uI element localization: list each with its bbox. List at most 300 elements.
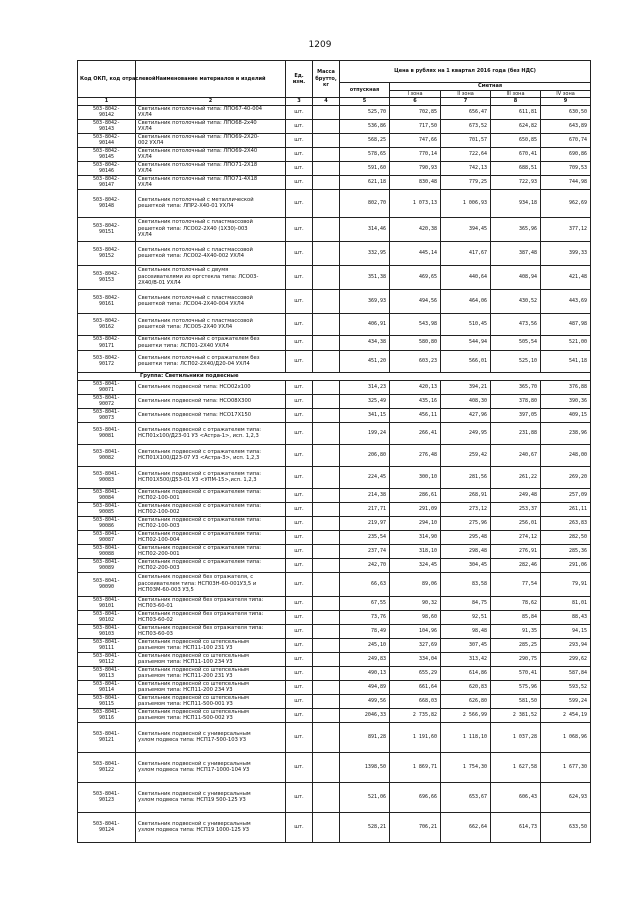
item-mass: [313, 313, 340, 335]
column-number: 2: [136, 98, 286, 106]
table-row: [78, 752, 591, 782]
item-code: [78, 350, 136, 372]
item-name-line: НСП01х100/Д23-01 У3 <Астра-1>, исп. 1,2,3: [138, 433, 259, 439]
price-release: 406,91: [340, 313, 390, 335]
item-name-line: Светильник потолочный типа: ЛПО69-2Х40: [138, 147, 258, 154]
item-name: [136, 544, 286, 558]
price-zone-1: 1 073,13: [390, 189, 441, 217]
column-number: 1: [78, 98, 136, 106]
item-name-line: Светильник подвесной типа: НСО17Х150: [138, 411, 252, 418]
item-mass: [313, 335, 340, 350]
item-code-line: 90171: [98, 342, 115, 349]
price-release: 235,54: [340, 530, 390, 544]
price-release: 217,71: [340, 502, 390, 516]
price-zone-3: 650,85: [491, 133, 541, 147]
header-name: Наименование материалов и изделий: [136, 61, 286, 98]
price-zone-4: 521,00: [541, 335, 591, 350]
item-code-line: 90071: [98, 387, 115, 393]
header-zone-3: III зона: [491, 90, 541, 98]
price-zone-4: 291,06: [541, 558, 591, 572]
price-zone-2: 273,12: [441, 502, 491, 516]
item-code-line: 503-8041-: [92, 408, 121, 415]
table-row: [78, 147, 591, 161]
item-name: [136, 466, 286, 488]
item-code-line: 503-8041-: [92, 530, 121, 537]
item-code-line: 503-8041-: [92, 596, 121, 603]
item-name-line: Светильник подвесной с универсальным: [138, 790, 251, 797]
price-zone-1: 543,98: [390, 313, 441, 335]
item-code: [78, 708, 136, 722]
price-release: 332,95: [340, 241, 390, 265]
price-zone-1: 291,09: [390, 502, 441, 516]
price-release: 499,56: [340, 694, 390, 708]
item-code-line: 503-8042-: [92, 196, 121, 203]
price-zone-2: 464,06: [441, 289, 491, 313]
item-unit: шт.: [286, 558, 313, 572]
item-name-line: узлом подвеса типа: НСП19 1000-125 У3: [138, 827, 250, 833]
item-code: [78, 558, 136, 572]
item-unit: шт.: [286, 488, 313, 502]
price-zone-3: 261,22: [491, 466, 541, 488]
item-mass: [313, 265, 340, 289]
item-code-line: 503-8042-: [92, 294, 121, 301]
table-row: [78, 394, 591, 408]
item-unit: шт.: [286, 394, 313, 408]
item-code-line: 503-8041-: [92, 558, 121, 565]
price-zone-1: 790,93: [390, 161, 441, 175]
item-unit: шт.: [286, 408, 313, 422]
price-release: 891,28: [340, 722, 390, 752]
item-unit: шт.: [286, 105, 313, 119]
item-mass: [313, 812, 340, 842]
item-name-line: Светильник подвесной с универсальным: [138, 760, 251, 767]
item-code-line: 90121: [98, 737, 115, 743]
item-name: [136, 408, 286, 422]
item-code-line: 503-8042-: [92, 222, 121, 229]
price-zone-2: 566,01: [441, 350, 491, 372]
price-release: 67,55: [340, 596, 390, 610]
item-name-line: Светильник подвесной без отражателя типа:: [138, 624, 264, 631]
header-unit: Ед. изм.: [286, 61, 313, 98]
price-zone-4: 263,83: [541, 516, 591, 530]
column-numbers-row: [78, 98, 591, 106]
item-code: [78, 265, 136, 289]
item-name: [136, 313, 286, 335]
price-zone-3: 365,70: [491, 380, 541, 394]
price-zone-1: 318,10: [390, 544, 441, 558]
price-zone-2: 662,64: [441, 812, 491, 842]
price-zone-3: 240,67: [491, 444, 541, 466]
price-release: 66,63: [340, 572, 390, 596]
price-zone-3: 2 381,52: [491, 708, 541, 722]
item-name-line: Светильник потолочный типа: ЛПО67-40-004: [138, 105, 263, 112]
item-code-line: 90088: [98, 551, 115, 557]
item-unit: шт.: [286, 289, 313, 313]
table-row: [78, 289, 591, 313]
item-name: [136, 147, 286, 161]
item-mass: [313, 105, 340, 119]
item-code: [78, 572, 136, 596]
item-unit: шт.: [286, 544, 313, 558]
item-code: [78, 241, 136, 265]
item-name-line: Светильник потолочный типа: ЛПО71-2Х18: [138, 161, 258, 168]
price-zone-3: 387,48: [491, 241, 541, 265]
item-name-line: решетки типа: ЛСП01-2Х40 УХЛ4: [138, 342, 229, 349]
item-name: [136, 694, 286, 708]
item-code: [78, 119, 136, 133]
item-code: [78, 812, 136, 842]
table-row: [78, 652, 591, 666]
column-number: 5: [340, 98, 390, 106]
item-name-line: УХЛ4: [138, 232, 152, 239]
item-name-line: Светильник подвесной со штепсельным: [138, 666, 249, 673]
item-name-line: решеткой типа: ЛПР2-Х40-01 УХЛ4: [138, 203, 234, 209]
item-name-line: НСП01Х500/Д53-01 У3 <УПМ-15>,исп. 1,2,3: [138, 477, 257, 483]
table-row: [78, 265, 591, 289]
item-name-line: Светильник потолочный с двумя: [138, 267, 229, 274]
item-unit: шт.: [286, 572, 313, 596]
item-unit: шт.: [286, 380, 313, 394]
item-mass: [313, 241, 340, 265]
price-zone-2: 83,58: [441, 572, 491, 596]
column-number: 7: [441, 98, 491, 106]
item-mass: [313, 530, 340, 544]
item-name-line: НСП02-100-002: [138, 509, 180, 515]
item-name-line: рассеивателем типа: НСП03Н-60-001У3,5 и: [138, 580, 257, 587]
price-zone-2: 440,64: [441, 265, 491, 289]
item-name: [136, 558, 286, 572]
price-zone-3: 473,56: [491, 313, 541, 335]
item-code-line: 503-8041-: [92, 666, 121, 673]
item-code: [78, 624, 136, 638]
price-zone-3: 408,94: [491, 265, 541, 289]
item-name-line: разъемом типа: НСП11-200 231 У3: [138, 673, 233, 679]
item-code-line: 90089: [98, 565, 115, 571]
price-zone-3: 688,51: [491, 161, 541, 175]
price-zone-3: 77,54: [491, 572, 541, 596]
table-row: [78, 408, 591, 422]
item-name-line: решеткой типа: ЛСО02-2Х40 (1Х30)-003: [138, 225, 248, 232]
item-unit: шт.: [286, 680, 313, 694]
price-zone-4: 587,84: [541, 666, 591, 680]
price-release: 369,93: [340, 289, 390, 313]
table-row: [78, 694, 591, 708]
price-zone-4: 593,52: [541, 680, 591, 694]
item-code: [78, 408, 136, 422]
item-code: [78, 175, 136, 189]
price-zone-1: 276,48: [390, 444, 441, 466]
price-zone-1: 420,38: [390, 217, 441, 241]
item-name: [136, 350, 286, 372]
price-zone-4: 962,69: [541, 189, 591, 217]
price-zone-2: 307,45: [441, 638, 491, 652]
item-unit: шт.: [286, 610, 313, 624]
item-code-line: 503-8041-: [92, 426, 121, 433]
item-name-line: Светильник подвесной с отражателем типа:: [138, 502, 262, 509]
item-name-line: Светильник потолочный с пластмассовой: [138, 294, 253, 301]
price-release: 237,74: [340, 544, 390, 558]
price-zone-3: 290,75: [491, 652, 541, 666]
price-release: 249,83: [340, 652, 390, 666]
table-row: [78, 610, 591, 624]
item-name: [136, 812, 286, 842]
price-zone-3: 606,43: [491, 782, 541, 812]
item-unit: шт.: [286, 752, 313, 782]
table-row: [78, 558, 591, 572]
item-mass: [313, 752, 340, 782]
price-release: 325,49: [340, 394, 390, 408]
price-zone-4: 285,36: [541, 544, 591, 558]
item-mass: [313, 350, 340, 372]
price-release: 314,46: [340, 217, 390, 241]
price-zone-2: 653,67: [441, 782, 491, 812]
item-code-line: 90087: [98, 537, 115, 543]
price-zone-3: 722,93: [491, 175, 541, 189]
item-code-line: 90112: [98, 659, 115, 665]
price-zone-4: 238,96: [541, 422, 591, 444]
item-unit: шт.: [286, 638, 313, 652]
price-release: 621,18: [340, 175, 390, 189]
table-row: [78, 422, 591, 444]
item-code: [78, 289, 136, 313]
price-zone-4: 248,00: [541, 444, 591, 466]
item-code-line: 90143: [98, 126, 115, 132]
table-row: [78, 466, 591, 488]
price-zone-2: 427,96: [441, 408, 491, 422]
item-code: [78, 161, 136, 175]
price-zone-2: 1 118,10: [441, 722, 491, 752]
price-release: 206,80: [340, 444, 390, 466]
item-code-line: 90147: [98, 182, 115, 188]
item-code: [78, 217, 136, 241]
item-name-line: НСП02-100-003: [138, 523, 180, 529]
price-zone-3: 282,46: [491, 558, 541, 572]
price-zone-3: 670,41: [491, 147, 541, 161]
item-name-line: НСП03М-60-003 У3,5: [138, 587, 194, 594]
item-name-line: решеткой типа: ЛСО02-4Х40-002 УХЛ4: [138, 253, 245, 259]
price-release: 78,49: [340, 624, 390, 638]
price-zone-1: 266,41: [390, 422, 441, 444]
item-name-line: НСП03-60-01: [138, 603, 173, 609]
table-row: [78, 624, 591, 638]
item-name-line: Светильник потолочный с отражателем без: [138, 336, 260, 342]
price-zone-4: 744,98: [541, 175, 591, 189]
item-code-line: 503-8041-: [92, 488, 121, 495]
item-code-line: 90145: [98, 154, 115, 160]
price-zone-3: 85,84: [491, 610, 541, 624]
price-zone-3: 934,18: [491, 189, 541, 217]
price-zone-4: 79,91: [541, 572, 591, 596]
item-code-line: 90084: [98, 495, 115, 501]
item-mass: [313, 488, 340, 502]
price-zone-2: 742,13: [441, 161, 491, 175]
price-zone-4: 624,93: [541, 782, 591, 812]
item-name-line: Светильник потолочный с пластмассовой: [138, 246, 253, 253]
price-zone-4: 390,36: [541, 394, 591, 408]
price-zone-2: 259,42: [441, 444, 491, 466]
item-unit: шт.: [286, 652, 313, 666]
item-code: [78, 694, 136, 708]
item-mass: [313, 189, 340, 217]
price-zone-2: 544,94: [441, 335, 491, 350]
price-zone-4: 690,86: [541, 147, 591, 161]
price-zone-2: 249,95: [441, 422, 491, 444]
group-row: [78, 372, 591, 380]
item-code: [78, 189, 136, 217]
item-code: [78, 680, 136, 694]
price-zone-1: 89,06: [390, 572, 441, 596]
table-row: [78, 335, 591, 350]
item-code-line: 503-8041-: [92, 790, 121, 797]
item-mass: [313, 558, 340, 572]
item-code: [78, 610, 136, 624]
item-code-line: 90083: [98, 477, 115, 483]
price-zone-1: 580,80: [390, 335, 441, 350]
item-code: [78, 782, 136, 812]
item-code-line: 90111: [98, 645, 115, 651]
price-zone-2: 281,56: [441, 466, 491, 488]
item-name-line: НСП03-60-03: [138, 631, 173, 637]
item-name-line: НСП03-60-02: [138, 617, 173, 623]
item-code-line: 90146: [98, 168, 115, 174]
price-zone-1: 286,61: [390, 488, 441, 502]
price-zone-3: 430,52: [491, 289, 541, 313]
price-zone-1: 696,66: [390, 782, 441, 812]
item-mass: [313, 217, 340, 241]
item-code-line: 503-8042-: [92, 270, 121, 277]
item-name: [136, 289, 286, 313]
header-zone-1: I зона: [390, 90, 441, 98]
header-price-title: Цена в рублях на 1 квартал 2016 года (без НДС): [340, 61, 591, 83]
item-name: [136, 119, 286, 133]
column-number: 3: [286, 98, 313, 106]
price-zone-2: 722,64: [441, 147, 491, 161]
item-name-line: Светильник потолочный с отражателем без: [138, 354, 260, 361]
item-code-line: 90115: [98, 701, 115, 707]
table-row: [78, 313, 591, 335]
item-name-line: 2Х40/В-01 УХЛ4: [138, 280, 181, 287]
item-name-line: решетки типа: ЛСП02-2Х40/Д20-04 УХЛ4: [138, 361, 250, 367]
item-name-line: решеткой типа: ЛСО04-2Х40-004 УХЛ4: [138, 301, 245, 307]
item-name-line: НСП02-200-003: [138, 565, 180, 571]
column-number: 4: [313, 98, 340, 106]
price-zone-4: 257,09: [541, 488, 591, 502]
item-code: [78, 530, 136, 544]
price-zone-1: 1 869,71: [390, 752, 441, 782]
item-name-line: НСП02-200-001: [138, 551, 180, 557]
item-code-line: 90073: [98, 415, 115, 421]
item-name-line: Светильник подвесной без отражателя, с: [138, 574, 254, 581]
price-zone-3: 624,82: [491, 119, 541, 133]
price-zone-1: 494,56: [390, 289, 441, 313]
item-mass: [313, 502, 340, 516]
price-zone-1: 90,32: [390, 596, 441, 610]
item-name-line: УХЛ4: [138, 168, 152, 174]
price-zone-3: 575,96: [491, 680, 541, 694]
item-code-line: 90085: [98, 509, 115, 515]
item-code-line: 503-8042-: [92, 161, 121, 168]
item-name-line: Светильник подвесной со штепсельным: [138, 680, 249, 687]
price-zone-3: 397,05: [491, 408, 541, 422]
price-zone-1: 445,14: [390, 241, 441, 265]
price-zone-2: 268,91: [441, 488, 491, 502]
price-zone-2: 1 754,30: [441, 752, 491, 782]
price-release: 2046,33: [340, 708, 390, 722]
item-name: [136, 380, 286, 394]
item-unit: шт.: [286, 133, 313, 147]
item-name: [136, 624, 286, 638]
price-zone-2: 510,45: [441, 313, 491, 335]
item-code-line: 503-8042-: [92, 147, 121, 154]
item-name-line: Светильник подвесной без отражателя типа:: [138, 610, 264, 617]
item-name: [136, 133, 286, 147]
item-unit: шт.: [286, 119, 313, 133]
item-name-line: разъемом типа: НСП11-100 234 У3: [138, 659, 233, 665]
item-mass: [313, 572, 340, 596]
price-zone-2: 298,48: [441, 544, 491, 558]
column-number: 6: [390, 98, 441, 106]
item-code-line: 90153: [98, 277, 115, 283]
item-mass: [313, 652, 340, 666]
item-code: [78, 596, 136, 610]
item-unit: шт.: [286, 313, 313, 335]
table-row: [78, 572, 591, 596]
column-number: 8: [491, 98, 541, 106]
price-zone-1: 770,14: [390, 147, 441, 161]
price-zone-2: 92,51: [441, 610, 491, 624]
table-row: [78, 708, 591, 722]
price-release: 490,13: [340, 666, 390, 680]
item-name-line: Светильник потолочный типа: ЛПО69-2Х20-: [138, 133, 260, 140]
table-row: [78, 680, 591, 694]
price-release: 591,60: [340, 161, 390, 175]
item-name-line: НСП02-100-004: [138, 537, 180, 543]
item-name: [136, 175, 286, 189]
table-row: [78, 544, 591, 558]
table-row: [78, 133, 591, 147]
price-zone-1: 456,11: [390, 408, 441, 422]
item-code-line: 90090: [98, 584, 115, 590]
price-zone-1: 702,85: [390, 105, 441, 119]
item-code-line: 90081: [98, 433, 115, 439]
item-unit: шт.: [286, 241, 313, 265]
price-zone-4: 670,74: [541, 133, 591, 147]
price-zone-3: 611,81: [491, 105, 541, 119]
item-name: [136, 394, 286, 408]
item-code-line: 90072: [98, 401, 115, 407]
price-zone-3: 1 037,28: [491, 722, 541, 752]
item-code-line: 503-8041-: [92, 610, 121, 617]
item-name: [136, 488, 286, 502]
item-name: [136, 708, 286, 722]
price-zone-4: 630,50: [541, 105, 591, 119]
item-code: [78, 394, 136, 408]
price-release: 242,70: [340, 558, 390, 572]
price-zone-2: 2 566,99: [441, 708, 491, 722]
price-zone-2: 656,47: [441, 105, 491, 119]
item-name: [136, 722, 286, 752]
item-mass: [313, 161, 340, 175]
item-mass: [313, 624, 340, 638]
price-release: 199,24: [340, 422, 390, 444]
item-mass: [313, 422, 340, 444]
price-zone-1: 2 735,82: [390, 708, 441, 722]
item-name-line: Светильник подвесной с универсальным: [138, 820, 251, 827]
table-row: [78, 638, 591, 652]
price-zone-4: 541,18: [541, 350, 591, 372]
price-release: 528,21: [340, 812, 390, 842]
item-code: [78, 666, 136, 680]
